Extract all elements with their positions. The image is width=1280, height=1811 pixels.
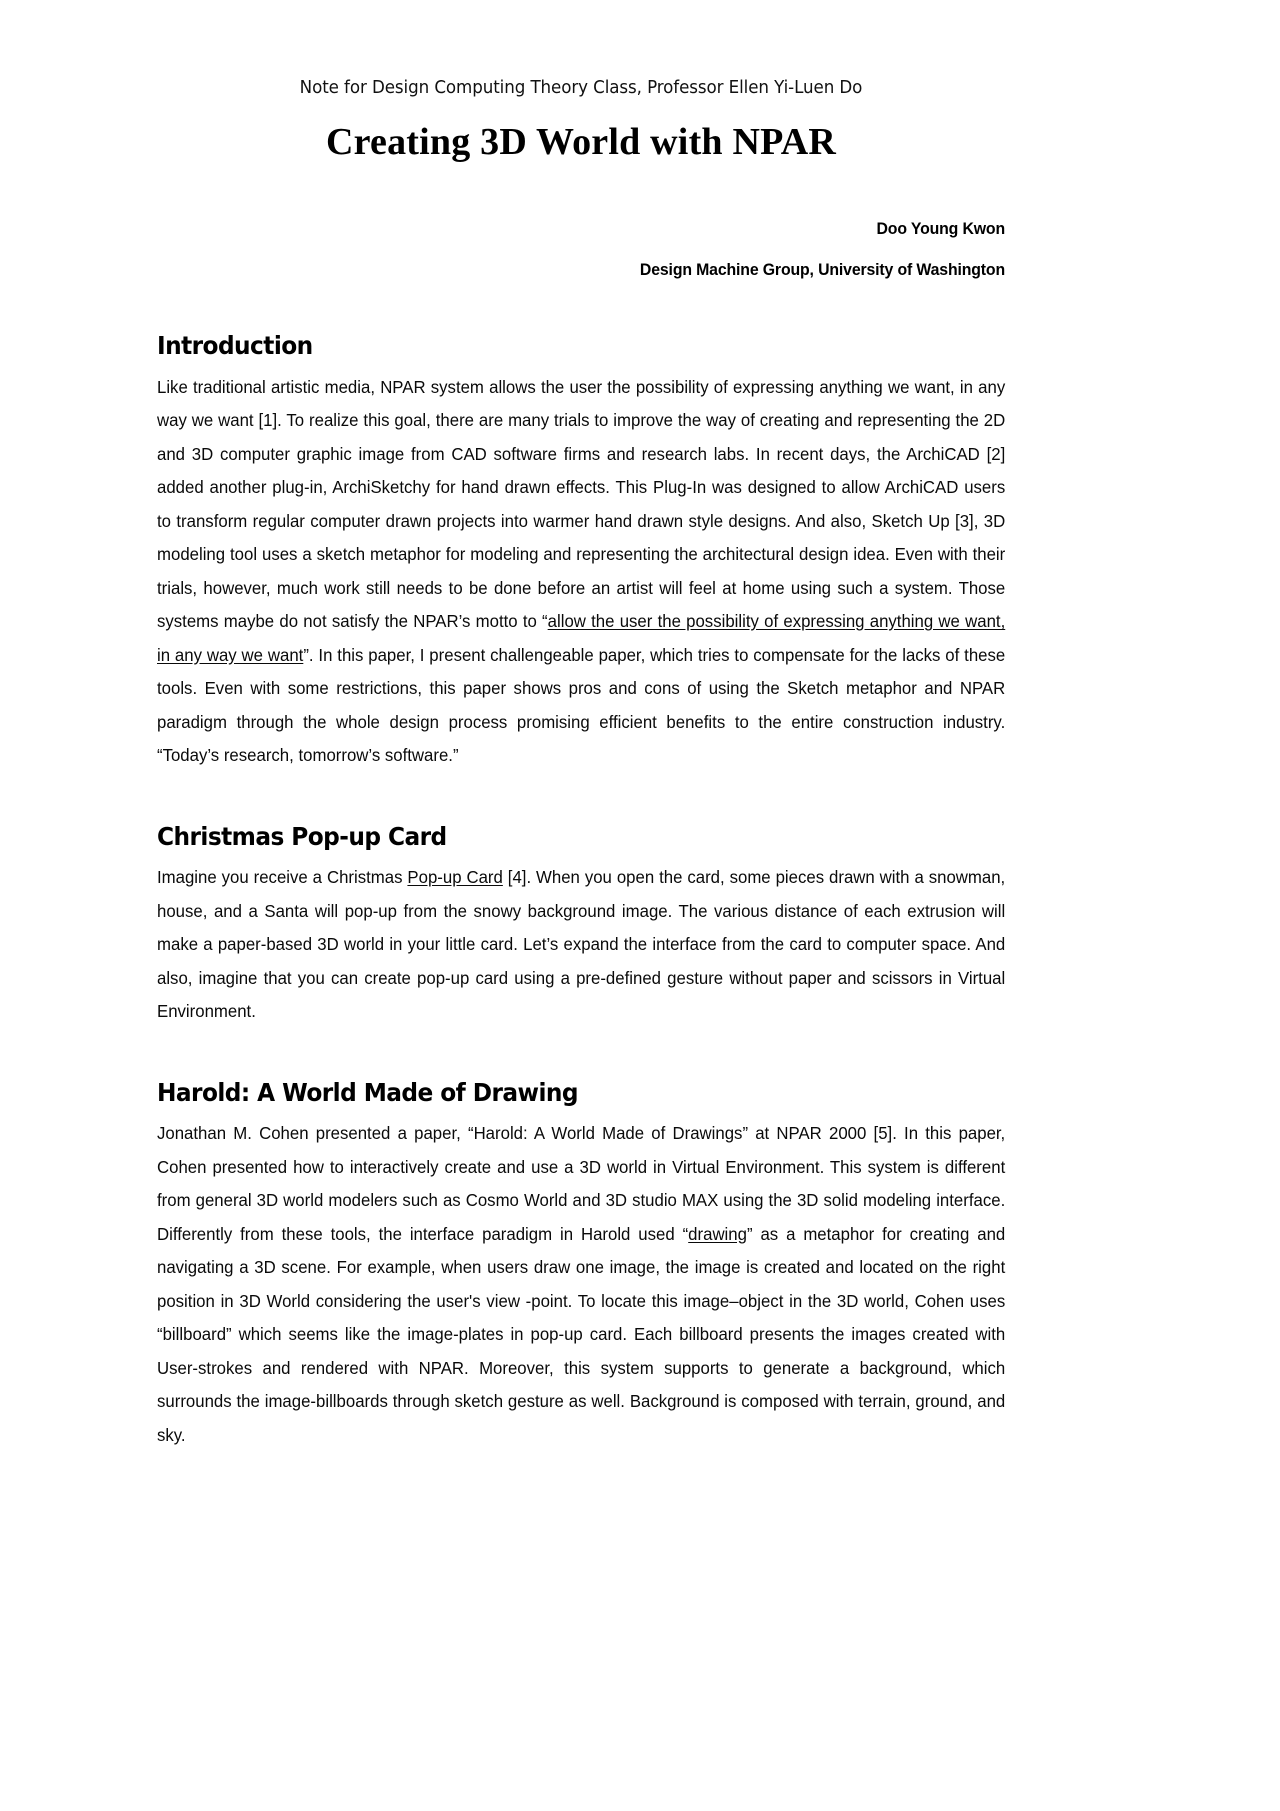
paragraph-text-part-1: Jonathan M. Cohen presented a paper, “Harold: A World Made of Drawings” at NPAR 2000 [5]. In this paper, Cohen presented how to interactively create and use a 3D world in Virtual Environment. This system is different from general 3D world modelers such as Cosmo World and 3D studio MAX using the 3D solid modeling interface. Differently from these tools, the interface paradigm in Harold used “ xyxy=(157,1123,1006,1244)
page-title: Creating 3D World with NPAR xyxy=(326,121,836,163)
underlined-quote: allow the user the possibility of expressing anything we want, in any way we want xyxy=(157,611,1006,665)
section-heading-harold: Harold: A World Made of Drawing xyxy=(157,1077,578,1107)
section-paragraph-harold xyxy=(157,1117,1005,1452)
section-paragraph-christmas-pop-up-card xyxy=(157,861,1005,1029)
section-heading-introduction: Introduction xyxy=(157,331,313,360)
paragraph-text-part-1: Imagine you receive a Christmas xyxy=(157,867,408,887)
author-name: Doo Young Kwon xyxy=(876,220,1005,238)
underlined-quote: drawing xyxy=(688,1223,747,1244)
paragraph-text-part-2: ”. In this paper, I present challengeable paper, which tries to compensate for the lacks of these tools. Even with some restrictions, this paper shows pros and cons of using the Sketch metaphor and NPAR paradigm through the whole design process promising efficient benefits to the entire construction industry. “Today’s research, tomorrow’s software.” xyxy=(157,644,1006,765)
author-affiliation: Design Machine Group, University of Washington xyxy=(639,261,1005,279)
section-heading-christmas-pop-up-card: Christmas Pop-up Card xyxy=(157,821,447,851)
running-head: Note for Design Computing Theory Class, Professor Ellen Yi-Luen Do xyxy=(299,78,863,98)
author-block xyxy=(157,220,1005,280)
paragraph-text-part-2: ” as a metaphor for creating and navigating a 3D scene. For example, when users draw one image, the image is created and located on the right position in 3D World considering the user's view -point. To locate this image–object in the 3D world, Cohen uses “billboard” which seems like the image-plates in pop-up card. Each billboard presents the images created with User-strokes and rendered with NPAR. Moreover, this system supports to generate a background, which surrounds the image-billboards through sketch gesture as well. Background is composed with terrain, ground, and sky. xyxy=(157,1223,1006,1445)
underlined-quote: Pop-up Card xyxy=(407,867,503,887)
document-content xyxy=(157,0,1005,1452)
paragraph-text-part-2: [4]. When you open the card, some pieces drawn with a snowman, house, and a Santa will pop-up from the snowy background image. The various distance of each extrusion will make a paper-based 3D world in your little card. Let’s expand the interface from the card to computer space. And also, imagine that you can create pop-up card using a pre-defined gesture without paper and scissors in Virtual Environment. xyxy=(157,867,1006,1021)
paragraph-text-part-1: Like traditional artistic media, NPAR system allows the user the possibility of expressing anything we want, in any way we want [1]. To realize this goal, there are many trials to improve the way of creating and representing the 2D and 3D computer graphic image from CAD software firms and research labs. In recent days, the ArchiCAD [2] added another plug-in, ArchiSketchy for hand drawn effects. This Plug-In was designed to allow ArchiCAD users to transform regular computer drawn projects into warmer hand drawn style designs. And also, Sketch Up [3], 3D modeling tool uses a sketch metaphor for modeling and representing the architectural design idea. Even with their trials, however, much work still needs to be done before an artist will feel at home using such a system. Those systems maybe do not satisfy the NPAR’s motto to “ xyxy=(157,376,1006,631)
section-paragraph-introduction xyxy=(157,371,1005,773)
